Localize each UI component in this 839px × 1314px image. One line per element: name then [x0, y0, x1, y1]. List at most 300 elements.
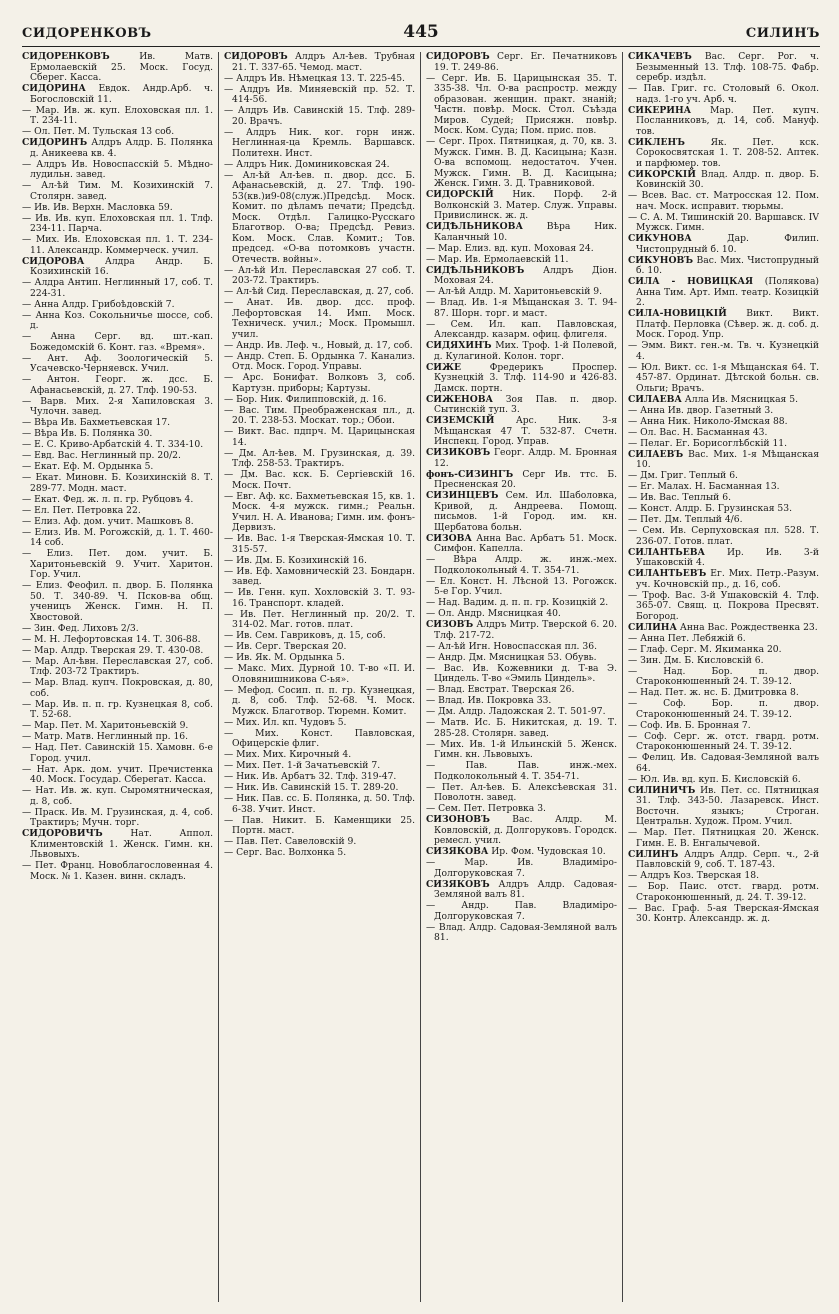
directory-entry [628, 775, 819, 786]
surname-entry [628, 256, 819, 277]
directory-entry [628, 882, 819, 903]
entry-text: Дар. Филип. Чистопрудный б. 10. [636, 233, 819, 255]
entry-text: — Ег. Малах. Н. Басманная 13. [628, 481, 780, 492]
entry-text: — Соф. Ив. Б. Бронная 7. [628, 719, 751, 731]
entry-text: — Мих. Ив. 1-й Ильинскiй 5. Женск. Гимн. кн. Львовыхъ. [426, 738, 617, 760]
surname-entry [628, 234, 819, 255]
entry-text: — Праск. Ив. М. Грузинская, д. 4, соб. Трактиръ; Мучн. торг. [22, 806, 213, 828]
surname-entry [628, 786, 819, 828]
surname-entry [628, 395, 819, 406]
directory-entry [426, 609, 617, 620]
directory-entry [426, 718, 617, 739]
entry-text: — Вѣра Ив. Бахметьевская 17. [22, 417, 171, 428]
directory-entry [22, 203, 213, 214]
entry-text: — Ив. Серг. Тверская 20. [224, 641, 347, 652]
entry-text: — Ив. Ив. куп. Елоховская пл. 1. Тлф. 234-11. Парча. [22, 212, 213, 234]
page-number: 445 [403, 22, 439, 42]
entry-text: — Мар. Ал-ѣвн. Переславская 27, соб. Тлф. 203-72 Трактиръ. [22, 655, 213, 677]
directory-entry [224, 718, 415, 729]
entry-text: — Ол. Вас. Н. Басманная 43. [628, 426, 768, 438]
directory-entry [224, 816, 415, 837]
surname-entry [22, 829, 213, 861]
entry-text: — Ив. Ив. Верхн. Масловка 59. [22, 201, 173, 213]
directory-entry [22, 646, 213, 657]
entry-text: — Ал-ѣй Тим. М. Козихинскiй 7. Столярн. завед. [22, 180, 213, 202]
directory-entry [426, 298, 617, 319]
entry-text: — Ал-ѣй Игн. Новоспасская пл. 36. [426, 640, 598, 652]
entry-text: — С. А. М. Тишинскiй 20. Варшавск. IV Мужск. Гимн. [628, 211, 819, 233]
surname-entry [628, 569, 819, 590]
surname-entry [426, 222, 617, 243]
surname: СИКЛЕНЪ [628, 136, 685, 148]
entry-text: — Соф. Серг. ж. отст. гвард. ротм. Староконюшенный 24. Т. 39-12. [628, 730, 819, 752]
entry-text: — Алдра Антип. Неглинный 17, соб. Т. 224-31. [22, 277, 213, 299]
directory-entry [628, 515, 819, 526]
entry-text: Алдра Андр. Б. Козихинскiй 16. [30, 255, 213, 277]
directory-entry [426, 137, 617, 190]
entry-text: — Троф. Вас. 3-й Ушаковскiй 4. Тлф. 365-07. Свящ. ц. Покрова Пресвят. Богород. [628, 589, 819, 622]
entry-text: Алдръ Алдр. Серп. ч., 2-й Павловскiй 9, соб. Т. 187-43. [636, 848, 819, 870]
entry-text: — Елиз. Аф. дом. учит. Машковъ 8. [22, 515, 194, 527]
directory-entry [426, 244, 617, 255]
directory-entry [224, 610, 415, 631]
entry-text: — Ал-ѣй Сид. Переславская, д. 27, соб. [224, 286, 414, 297]
entry-text: — Влад. Ив. Покровка 33. [426, 695, 552, 706]
entry-text: — Арс. Бонифат. Волковъ 3, соб. Картузн. приборы; Картузы. [224, 372, 415, 394]
directory-entry [426, 783, 617, 804]
entry-text: — Алдръ Ив. Савинскiй 15. Тлф. 289-20. Врачъ. [224, 105, 415, 127]
entry-text: — Пав. Никит. Б. Каменщики 25. Портн. маст. [224, 814, 415, 836]
entry-text: — Дм. Вас. кск. Б. Сергiевскiй 16. Моск. Почт. [224, 469, 415, 491]
surname: СИЗЕМСКIЙ [426, 415, 495, 426]
entry-text: Алдръ Митр. Тверской 6. 20. Тлф. 217-72. [434, 619, 617, 641]
surname-entry [628, 138, 819, 170]
entry-text: Ник. Порф. 2-й Волконскiй 3. Матер. Служ. Управы. Привислинск. ж. д. [434, 189, 617, 221]
directory-entry [224, 427, 415, 448]
entry-text: — Мар. Алдр. Тверская 29. Т. 430-08. [22, 644, 204, 656]
surname-entry [628, 623, 819, 634]
directory-entry [426, 901, 617, 922]
entry-text: — Ив. Вас. Теплый 6. [628, 492, 731, 503]
directory-entry [628, 656, 819, 667]
entry-text: — Мар. Ив. Владимiро-Долгоруковская 7. [426, 857, 617, 879]
surname-entry [426, 815, 617, 847]
directory-entry [22, 624, 213, 635]
directory-entry [224, 171, 415, 266]
directory-entry [224, 492, 415, 534]
surname: СИДОРЕНКОВЪ [22, 52, 110, 62]
entry-text: — Вас. Граф. 5-ая Тверская-Ямская 30. Контр. Александр. ж. д. [628, 902, 819, 924]
surname-entry [426, 534, 617, 555]
directory-entry [22, 332, 213, 353]
directory-entry [22, 549, 213, 581]
entry-text: — Анна Ив. двор. Газетный 3. [628, 404, 774, 416]
entry-text: — Ив. Як. М. Ордынка 5. [224, 652, 345, 663]
directory-entry [22, 506, 213, 517]
directory-entry [628, 667, 819, 688]
surname: СИКАЧЕВЪ [628, 52, 692, 62]
surname: СИДОРИНА [22, 83, 86, 94]
entry-text: — Ив. Сем. Гавриковъ, д. 15, соб. [224, 630, 386, 641]
entry-text: — Е. С. Криво-Арбатскiй 4. Т. 334-10. [22, 439, 204, 450]
entry-text: — Серг. Ив. Б. Царицынская 35. Т. 335-38. Чл. О-ва распростр. между образован. женщин. практ. знанiй; Частн. повѣр. Моск. Стол. Съѣзда Миров. Судей; Присяжн. повѣр. Моск. Ком. Суда; Пом. прис. пов. [426, 72, 617, 136]
entry-text: — Мих. Ил. кп. Чудовъ 5. [224, 716, 347, 728]
directory-entry [224, 837, 415, 848]
directory-entry [628, 363, 819, 395]
directory-entry [628, 482, 819, 493]
entry-text: — Андр. Степ. Б. Ордынка 7. Канализ. Отд. Моск. Город. Управы. [224, 350, 415, 372]
surname: СИЛИНЪ [628, 848, 679, 860]
directory-entry [628, 753, 819, 774]
directory-entry [22, 808, 213, 829]
directory-entry [224, 85, 415, 106]
directory-entry [22, 473, 213, 494]
entry-text: — Алдръ Ник. ког. горн инж. Неглинная-ца Кремль. Варшавск. Политехн. Инст. [224, 126, 415, 159]
surname: СИЗИКОВЪ [426, 447, 491, 458]
directory-entry [224, 470, 415, 491]
entry-text: Серг. Ег. Печатниковъ 19. Т. 249-86. [434, 52, 617, 73]
surname-entry [628, 52, 819, 84]
column-divider [622, 52, 623, 1302]
entry-text: — Пет. Франц. Новоблагословенная 4. Моск. № 1. Казен. винн. складъ. [22, 860, 213, 882]
directory-entry [22, 786, 213, 807]
surname-entry [426, 395, 617, 416]
entry-text: — Анна Алдр. Грибоѣдовскiй 7. [22, 298, 175, 310]
entry-text: — Алдръ Коз. Тверская 18. [628, 870, 760, 881]
entry-text: Як. Пет. кск. Сорокосвятская 1. Т. 208-52. Аптек. и парфюмер. тов. [636, 136, 819, 169]
entry-text: Ег. Мих. Петр.-Разум. уч. Кочновскiй пр., д. 16, соб. [636, 568, 819, 590]
entry-text: — Зин. Дм. Б. Кисловскiй 6. [628, 654, 764, 666]
entry-text: — Ник. Ив. Савинскiй 15. Т. 289-20. [224, 782, 399, 793]
entry-text: Ир. Фом. Чудовская 10. [491, 846, 606, 857]
entry-text: — Мих. Пет. 1-й Зачатьевскiй 7. [224, 760, 381, 771]
directory-entry [22, 528, 213, 549]
directory-entry [628, 439, 819, 450]
surname: СИЛАЕВА [628, 393, 682, 405]
directory-entry [426, 320, 617, 341]
directory-entry [224, 449, 415, 470]
directory-entry [22, 127, 213, 138]
surname-entry [628, 170, 819, 191]
directory-entry [22, 429, 213, 440]
directory-entry [224, 160, 415, 171]
directory-entry [426, 923, 617, 944]
surname: фонъ-СИЗИНГЪ [426, 468, 514, 480]
surname-entry [22, 52, 213, 84]
directory-entry [22, 375, 213, 396]
entry-text: Алла Ив. Мясницкая 5. [684, 393, 799, 405]
entry-text: — Анна Серг. вд. шт.-кап. Божедомскiй 6. Конт. газ. «Время». [22, 331, 213, 353]
surname-entry [426, 363, 617, 395]
entry-text: — Мефод. Сосип. п. п. гр. Кузнецкая, д. 8, соб. Тлф. 52-68. Ч. Моск. Мужск. Благотвор. Тюремн. Комит. [224, 684, 415, 717]
directory-entry [22, 235, 213, 256]
entry-text: — Матв. Ис. Б. Никитская, д. 19. Т. 285-28. Столярн. завед. [426, 717, 617, 739]
directory-entry [224, 128, 415, 160]
entry-text: — Евг. Аф. кс. Бахметьевская 15, кв. 1. Моск. 4-я мужск. гимн.; Реальн. Учил. Н. А. Иванова; Гимн. им. фонъ-Дервизъ. [224, 490, 415, 533]
entry-text: — Над. Пет. Савинскiй 15. Хамовн. 6-е Город. учил. [22, 742, 213, 764]
directory-entry [22, 440, 213, 451]
surname: СИЗОНОВЪ [426, 814, 490, 825]
directory-entry [22, 721, 213, 732]
directory-entry [224, 761, 415, 772]
entry-text: — Екат. Еф. М. Ордынка 5. [22, 461, 154, 472]
entry-text: — Ант. Аф. Зоологическiй 5. Усачевско-Черняевск. Учил. [22, 352, 213, 374]
directory-entry [22, 106, 213, 127]
directory-entry [22, 678, 213, 699]
surname: СИДОРОВЪ [224, 52, 288, 62]
entry-text: — Юл. Ив. вд. куп. Б. Кисловскiй 6. [628, 773, 801, 785]
entry-text: Фредерикъ Проспер. Кузнецкiй 3. Тлф. 114-90 и 426-83. Дамск. портн. [434, 361, 617, 394]
entry-text: — Соф. Бор. п. двор. Староконюшенный 24. Т. 39-12. [628, 698, 819, 720]
directory-entry [224, 352, 415, 373]
entry-text: — Сем. Пет. Петровка 3. [426, 803, 546, 814]
entry-text: — Ив. Еф. Хамовническiй 23. Бондарн. завед. [224, 565, 415, 587]
entry-text: — Пав. Григ. гс. Столовый 6. Окол. надз. 1-го уч. Арб. ч. [628, 83, 819, 105]
entry-text: — Алдръ Ив. Нѣмецкая 13. Т. 225-45. [224, 72, 405, 84]
directory-entry [628, 732, 819, 753]
entry-text: — Алдръ Ив. Новоспасскiй 5. Мѣдно-лудильн. завед. [22, 158, 213, 180]
directory-entry [426, 804, 617, 815]
entry-text: — Ал-ѣй Ил. Переславская 27 соб. Т. 203-72. Трактиръ. [224, 264, 415, 286]
directory-entry [224, 588, 415, 609]
directory-entry [426, 653, 617, 664]
directory-entry [22, 861, 213, 882]
directory-entry [224, 729, 415, 750]
entry-text: — Мих. Мих. Кирочный 4. [224, 749, 352, 760]
entry-text: — Нат. Ив. ж. куп. Сыромятническая, д. 8, соб. [22, 785, 213, 807]
entry-text: Алдръ Алдр. Садовая-Земляной валъ 81. [434, 878, 617, 900]
entry-text: Нат. Аппол. Климентовскiй 1. Женск. Гимн. кн. Львовыхъ. [30, 828, 213, 860]
entry-text: — Варв. Мих. 2-я Хапиловская 3. Чулочн. завед. [22, 395, 213, 417]
directory-entry [628, 828, 819, 849]
entry-text: — Пелаг. Ег. Борисоглѣбскiй 11. [628, 437, 788, 449]
surname-entry [426, 491, 617, 533]
directory-entry [224, 266, 415, 287]
surname: СИЖЕНОВА [426, 393, 493, 405]
directory-entry [628, 493, 819, 504]
directory-entry [426, 707, 617, 718]
directory-entry [22, 451, 213, 462]
entry-text: — Серг. Вас. Волхонка 5. [224, 847, 347, 858]
surname-entry [22, 84, 213, 105]
surname-entry [628, 548, 819, 569]
directory-entry [628, 504, 819, 515]
entry-text: — Влад. Евстрат. Тверская 26. [426, 684, 575, 695]
entry-text: — Ел. Конст. Н. Лѣсной 13. Рогожск. 5-е Гор. Учил. [426, 575, 617, 597]
entry-text: Ив. Матв. Ермолаевскiй 25. Моск. Госуд. Сберег. Касса. [30, 52, 213, 83]
entry-text: — М. Н. Лефортовская 14. Т. 306-88. [22, 633, 201, 645]
directory-entry [628, 471, 819, 482]
entry-text: — Над. Пет. ж. нс. Б. Дмитровка 8. [628, 687, 799, 698]
entry-text: — Мар. Пет. М. Харитоньевскiй 9. [22, 720, 189, 731]
directory-entry [22, 635, 213, 646]
surname: СИКОРСКIЙ [628, 168, 696, 180]
directory-entry [224, 750, 415, 761]
surname: СИЗОВЪ [426, 619, 474, 630]
entry-text: — Анна Коз. Сокольничье шоссе, соб. д. [22, 309, 213, 331]
directory-entry [22, 743, 213, 764]
surname: СИКЕРИНА [628, 104, 692, 116]
directory-entry [224, 848, 415, 859]
surname: СИДОРОВА [22, 255, 85, 267]
surname-entry [426, 52, 617, 73]
entry-text: — Андр. Дм. Мясницкая 53. Обувь. [426, 651, 597, 663]
directory-columns [22, 52, 820, 1302]
directory-entry [628, 645, 819, 656]
directory-entry [224, 664, 415, 685]
surname-entry [426, 470, 617, 491]
directory-entry [22, 160, 213, 181]
entry-text: — Пет. Дм. Теплый 4/6. [628, 514, 743, 525]
entry-text: — Серг. Прох. Пятницкая, д. 70, кв. 3. Мужск. Гимн. В. Д. Касицына; Казн. О-ва вспомощ. недостаточ. Учен. Мужск. Гимн. В. Д. Касицына; Женск. Гимн. З. Д. Травниковой. [426, 136, 617, 189]
directory-entry [22, 765, 213, 786]
surname-entry [628, 277, 819, 309]
directory-entry [22, 397, 213, 418]
directory-entry [426, 664, 617, 685]
entry-text: — Ив. Вас. 1-я Тверская-Ямская 10. Т. 315-57. [224, 533, 415, 555]
surname: СИЖЕ [426, 361, 462, 373]
entry-text: — Дм. Григ. Теплый 6. [628, 470, 738, 481]
directory-entry [224, 556, 415, 567]
surname-entry [426, 416, 617, 448]
surname-entry [628, 309, 819, 341]
directory-entry [426, 642, 617, 653]
surname: СИКУНОВА [628, 233, 692, 244]
entry-text: Вас. Мих. 1-я Мѣщанская 10. [636, 448, 819, 470]
surname: СИЛА - НОВИЦКАЯ [628, 276, 754, 287]
surname: СИДЯХИНЪ [426, 340, 492, 351]
entry-text: — Нат. Арк. дом. учит. Пречистенка 40. Моск. Государ. Сберегат. Касса. [22, 763, 213, 785]
directory-entry [22, 495, 213, 506]
directory-entry [22, 462, 213, 473]
surname-entry [426, 266, 617, 287]
entry-text: — Сем. Ил. кап. Павловская, Александр. казарм. офиц. флигеля. [426, 318, 617, 340]
entry-text: — Конст. Алдр. Б. Грузинская 53. [628, 503, 793, 514]
directory-entry [628, 721, 819, 732]
directory-entry [22, 517, 213, 528]
directory-entry [224, 653, 415, 664]
entry-text: — Вѣра Алдр. ж. инж.-мех. Подколокольный 4. Т. 354-71. [426, 554, 617, 576]
entry-text: — Макс. Мих. Дурной 10. Т-во «П. И. Оловянишникова С-ья». [224, 663, 415, 685]
entry-text: — Ол. Андр. Мясницкая 40. [426, 608, 561, 619]
entry-text: Анна Вас. Рождественка 23. [679, 621, 818, 633]
surname-entry [22, 138, 213, 159]
directory-entry [224, 395, 415, 406]
entry-text: — Бор. Паис. отст. гвард. ротм. Староконюшенный, д. 24. Т. 39-12. [628, 881, 819, 903]
surname-entry [224, 52, 415, 73]
surname: СИДОРОВЪ [426, 52, 490, 62]
surname-entry [426, 448, 617, 469]
entry-text: — Антон. Георг. ж. дсс. Б. Афанасьевскiй, д. 27. Тлф. 190-53. [22, 374, 213, 396]
directory-entry [426, 577, 617, 598]
column-2 [224, 52, 415, 1302]
entry-text: — Алдръ Ник. Доминиковская 24. [224, 158, 390, 170]
entry-text: — Ник. Пав. сс. Б. Полянка, д. 50. Тлф. 6-38. Учит. Инст. [224, 793, 415, 815]
entry-text: Алдръ Дiон. Моховая 24. [434, 264, 617, 286]
directory-entry [22, 418, 213, 429]
directory-entry [426, 555, 617, 576]
directory-entry [224, 106, 415, 127]
entry-text: Алдръ Ал-ѣев. Трубная 21. Т. 337-65. Чемод. маст. [232, 52, 415, 73]
directory-entry [628, 406, 819, 417]
entry-text: — Всев. Вас. ст. Матросская 12. Пом. нач. Моск. исправит. тюрьмы. [628, 190, 819, 212]
surname: СИЗЯКОВЪ [426, 878, 490, 890]
entry-text: Ив. Пет. сс. Пятницкая 31. Тлф. 343-50. Лазаревск. Инст. Восточн. языкъ; Строган. Центральн. Худож. Пром. Учил. [636, 784, 819, 827]
directory-entry [628, 699, 819, 720]
directory-entry [224, 373, 415, 394]
surname: СИДѢЛЬНИКОВЪ [426, 264, 525, 276]
directory-entry [22, 732, 213, 743]
column-1 [22, 52, 213, 1302]
entry-text: — Дм. Ал-ѣев. М. Грузинская, д. 39. Тлф. 258-53. Трактиръ. [224, 447, 415, 469]
entry-text: Вас. Серг. Рог. ч. Безыменный 13. Тлф. 108-75. Фабр. серебр. издѣл. [636, 52, 819, 83]
entry-text: — Вѣра Ив. Б. Полянка 30. [22, 428, 153, 439]
surname: СИДОРСКIЙ [426, 189, 494, 200]
entry-text: Вас. Алдр. М. Ковловскiй, д. Долгоруковъ. Городск. ремесл. учил. [434, 814, 617, 846]
entry-text: — Мар. Влад. купч. Покровская, д. 80, соб. [22, 677, 213, 699]
entry-text: Серг Ив. ттс. Б. Пресненская 20. [434, 468, 617, 490]
surname: СИЗОВА [426, 532, 472, 544]
directory-entry [22, 300, 213, 311]
entry-text: — Мар. Пет. Пятницкая 20. Женск. Гимн. Е. В. Енгалычевой. [628, 827, 819, 849]
directory-entry [628, 417, 819, 428]
page-header [22, 24, 820, 47]
entry-text: — Мар. Елиз. вд. куп. Моховая 24. [426, 242, 594, 254]
entry-text: Вѣра Ник. Каланчный 10. [434, 221, 617, 243]
entry-text: — Елиз. Пет. дом. учит. Б. Харитоньевскiй 9. Учит. Харитон. Гор. Учил. [22, 548, 213, 580]
entry-text: Мар. Пет. купч. Посланниковъ, д. 14, соб. Мануф. тов. [636, 104, 819, 137]
entry-text: Влад. Алдр. п. двор. Б. Ковинскiй 30. [636, 168, 819, 190]
directory-entry [628, 526, 819, 547]
surname: СИДѢЛЬНИКОВА [426, 221, 523, 232]
directory-entry [22, 181, 213, 202]
entry-text: — Эмм. Викт. ген.-м. Тв. ч. Кузнецкiй 4. [628, 340, 819, 362]
directory-entry [628, 634, 819, 645]
directory-entry [224, 74, 415, 85]
directory-entry [224, 772, 415, 783]
entry-text: — Мар. Ив. п. п. гр. Кузнецкая 8, соб. Т. 52-68. [22, 698, 213, 720]
directory-entry [224, 406, 415, 427]
running-head-right: СИЛИНЪ [745, 26, 820, 41]
column-divider [420, 52, 421, 1302]
entry-text: — Ол. Пет. М. Тульская 13 соб. [22, 126, 175, 137]
directory-entry [628, 871, 819, 882]
directory-entry [628, 213, 819, 234]
directory-entry [628, 191, 819, 212]
entry-text: — Викт. Вас. пдпрч. М. Царицынская 14. [224, 426, 415, 448]
entry-text: — Мар. Ив. ж. куп. Елоховская пл. 1. Т. 234-11. [22, 104, 213, 126]
directory-entry [22, 311, 213, 332]
directory-entry [22, 700, 213, 721]
directory-entry [628, 428, 819, 439]
directory-entry [426, 255, 617, 266]
entry-text: — Андр. Ив. Леф. ч., Новый, д. 17, соб. [224, 339, 413, 351]
surname: СИЗЯКОВА [426, 846, 489, 857]
entry-text: — Влад. Алдр. Садовая-Земляной валъ 81. [426, 921, 617, 943]
entry-text: Арс. Ник. 3-я Мѣщанская 47 Т. 532-87. Счетн. Инспекц. Город. Управ. [434, 415, 617, 447]
entry-text: Анна Вас. Арбатъ 51. Моск. Симфон. Капелла. [434, 532, 617, 554]
entry-text: — Екат. Миновн. Б. Козихинскiй 8. Т. 289-77. Модн. маст. [22, 472, 213, 494]
entry-text: Зоя Пав. п. двор. Сытинскiй туп. 3. [434, 393, 617, 415]
directory-entry [426, 74, 617, 137]
surname: СИЛАЕВЪ [628, 448, 684, 460]
directory-entry [22, 354, 213, 375]
directory-entry [22, 214, 213, 235]
entry-text: — Мар. Ив. Ермолаевскiй 11. [426, 253, 569, 265]
directory-entry [224, 341, 415, 352]
entry-text: — Евд. Вас. Неглинный пр. 20/2. [22, 450, 181, 461]
column-4 [628, 52, 819, 1302]
